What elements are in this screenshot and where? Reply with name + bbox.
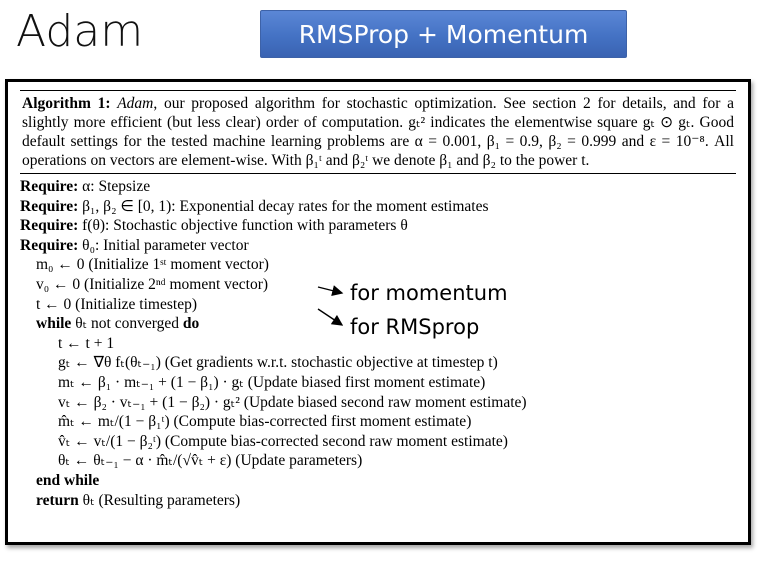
annotation-momentum: for momentum xyxy=(350,281,508,305)
return-line: return θₜ (Resulting parameters) xyxy=(36,491,241,509)
caption-text: , our proposed algorithm for stochastic optimization. See section 2 for details, and for a slightly more efficient (but less clear) order of computation. gₜ² indicates the elementwise square gₜ ⊙ gₜ. Good default settings for the tested machine learning problems are α = 0.001, β₁ = 0.9, β₂ = 0.999 and ε = 10⁻⁸. All operations on vectors are element-wise. With β₁ᵗ and β₂ᵗ we denote β₁ and β₂ to the power t. xyxy=(22,95,734,169)
loop-step: v̂ₜ ← vₜ/(1 − β₂ᵗ) (Compute bias-corrected second raw moment estimate) xyxy=(58,432,508,450)
require-line: Require: β₁, β₂ ∈ [0, 1): Exponential decay rates for the moment estimates xyxy=(20,197,489,215)
require-line: Require: f(θ): Stochastic objective function with parameters θ xyxy=(20,217,408,235)
end-while-line: end while xyxy=(36,471,100,489)
require-line: Require: θ₀: Initial parameter vector xyxy=(20,236,249,254)
momentum-arrow xyxy=(318,287,342,293)
while-line: while θₜ not converged do xyxy=(36,315,200,333)
loop-step: t ← t + 1 xyxy=(58,334,115,352)
require-line: Require: α: Stepsize xyxy=(20,178,151,195)
loop-step: mₜ ← β₁ · mₜ₋₁ + (1 − β₁) · gₜ (Update biased first moment estimate) xyxy=(58,373,486,391)
loop-step: gₜ ← ∇θ fₜ(θₜ₋₁) (Get gradients w.r.t. stochastic objective at timestep t) xyxy=(58,354,498,372)
algorithm-name: Adam xyxy=(117,95,154,112)
algorithm-label: Algorithm 1: xyxy=(22,95,111,112)
rmsprop-arrow xyxy=(318,309,342,325)
init-first-moment: m₀ ← 0 (Initialize 1ˢᵗ moment vector) xyxy=(36,256,269,274)
loop-step: vₜ ← β₂ · vₜ₋₁ + (1 − β₂) · gₜ² (Update biased second raw moment estimate) xyxy=(58,393,527,411)
init-second-moment: v₀ ← 0 (Initialize 2ⁿᵈ moment vector) xyxy=(36,275,269,293)
loop-step: θₜ ← θₜ₋₁ − α · m̂ₜ/(√v̂ₜ + ε) (Update parameters) xyxy=(58,452,363,470)
init-timestep: t ← 0 (Initialize timestep) xyxy=(36,295,197,313)
loop-step: m̂ₜ ← mₜ/(1 − β₁ᵗ) (Compute bias-corrected first moment estimate) xyxy=(58,413,472,431)
slide-title: Adam xyxy=(16,6,144,57)
annotation-rmsprop: for RMSprop xyxy=(350,315,480,339)
rmsprop-momentum-badge: RMSProp + Momentum xyxy=(260,10,627,58)
